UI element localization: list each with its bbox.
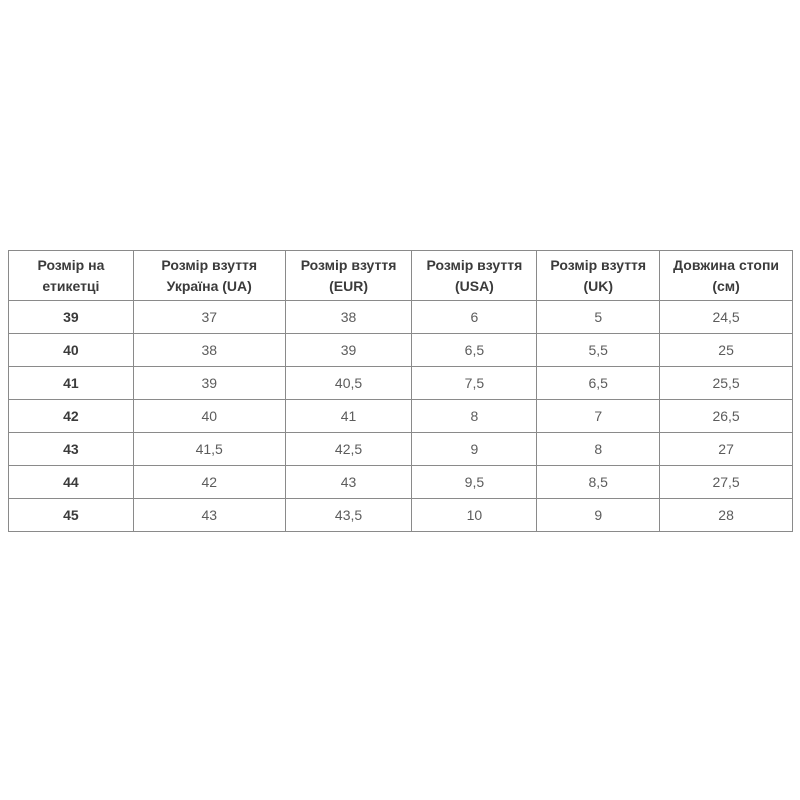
- shoe-size-conversion-table-container: [8, 250, 793, 532]
- table-cell: 42: [133, 466, 285, 499]
- table-cell: 10: [412, 499, 537, 532]
- table-cell: 43: [133, 499, 285, 532]
- header-cell-col-0: Розмір на етикетці: [9, 251, 134, 301]
- table-cell: 8: [412, 400, 537, 433]
- table-cell: 41,5: [133, 433, 285, 466]
- table-cell: 41: [285, 400, 412, 433]
- table-cell: 26,5: [660, 400, 793, 433]
- table-row-45: [9, 499, 793, 532]
- table-cell: 27: [660, 433, 793, 466]
- table-cell: 28: [660, 499, 793, 532]
- header-cell-col-4: Розмір взуття (UK): [537, 251, 660, 301]
- table-cell: 38: [133, 334, 285, 367]
- row-label-cell: 41: [9, 367, 134, 400]
- row-label-cell: 43: [9, 433, 134, 466]
- table-row-43: [9, 433, 793, 466]
- table-cell: 43: [285, 466, 412, 499]
- table-cell: 7: [537, 400, 660, 433]
- table-header-row: [9, 251, 793, 301]
- row-label-cell: 44: [9, 466, 134, 499]
- table-row-44: [9, 466, 793, 499]
- header-cell-col-2: Розмір взуття (EUR): [285, 251, 412, 301]
- table-cell: 5: [537, 301, 660, 334]
- table-cell: 39: [285, 334, 412, 367]
- shoe-size-conversion-table: [8, 250, 793, 532]
- table-cell: 6: [412, 301, 537, 334]
- table-cell: 40,5: [285, 367, 412, 400]
- table-cell: 5,5: [537, 334, 660, 367]
- table-cell: 9,5: [412, 466, 537, 499]
- row-label-cell: 42: [9, 400, 134, 433]
- table-cell: 27,5: [660, 466, 793, 499]
- table-cell: 7,5: [412, 367, 537, 400]
- table-cell: 38: [285, 301, 412, 334]
- table-row-40: [9, 334, 793, 367]
- row-label-cell: 40: [9, 334, 134, 367]
- table-row-42: [9, 400, 793, 433]
- table-row-41: [9, 367, 793, 400]
- row-label-cell: 45: [9, 499, 134, 532]
- table-cell: 6,5: [412, 334, 537, 367]
- table-cell: 42,5: [285, 433, 412, 466]
- table-cell: 39: [133, 367, 285, 400]
- table-cell: 9: [537, 499, 660, 532]
- row-label-cell: 39: [9, 301, 134, 334]
- table-cell: 9: [412, 433, 537, 466]
- table-cell: 8: [537, 433, 660, 466]
- table-cell: 25,5: [660, 367, 793, 400]
- header-cell-col-1: Розмір взуття Україна (UA): [133, 251, 285, 301]
- table-cell: 24,5: [660, 301, 793, 334]
- table-cell: 25: [660, 334, 793, 367]
- table-cell: 8,5: [537, 466, 660, 499]
- table-cell: 37: [133, 301, 285, 334]
- table-row-39: [9, 301, 793, 334]
- header-cell-col-5: Довжина стопи (см): [660, 251, 793, 301]
- table-cell: 40: [133, 400, 285, 433]
- table-cell: 43,5: [285, 499, 412, 532]
- table-cell: 6,5: [537, 367, 660, 400]
- header-cell-col-3: Розмір взуття (USA): [412, 251, 537, 301]
